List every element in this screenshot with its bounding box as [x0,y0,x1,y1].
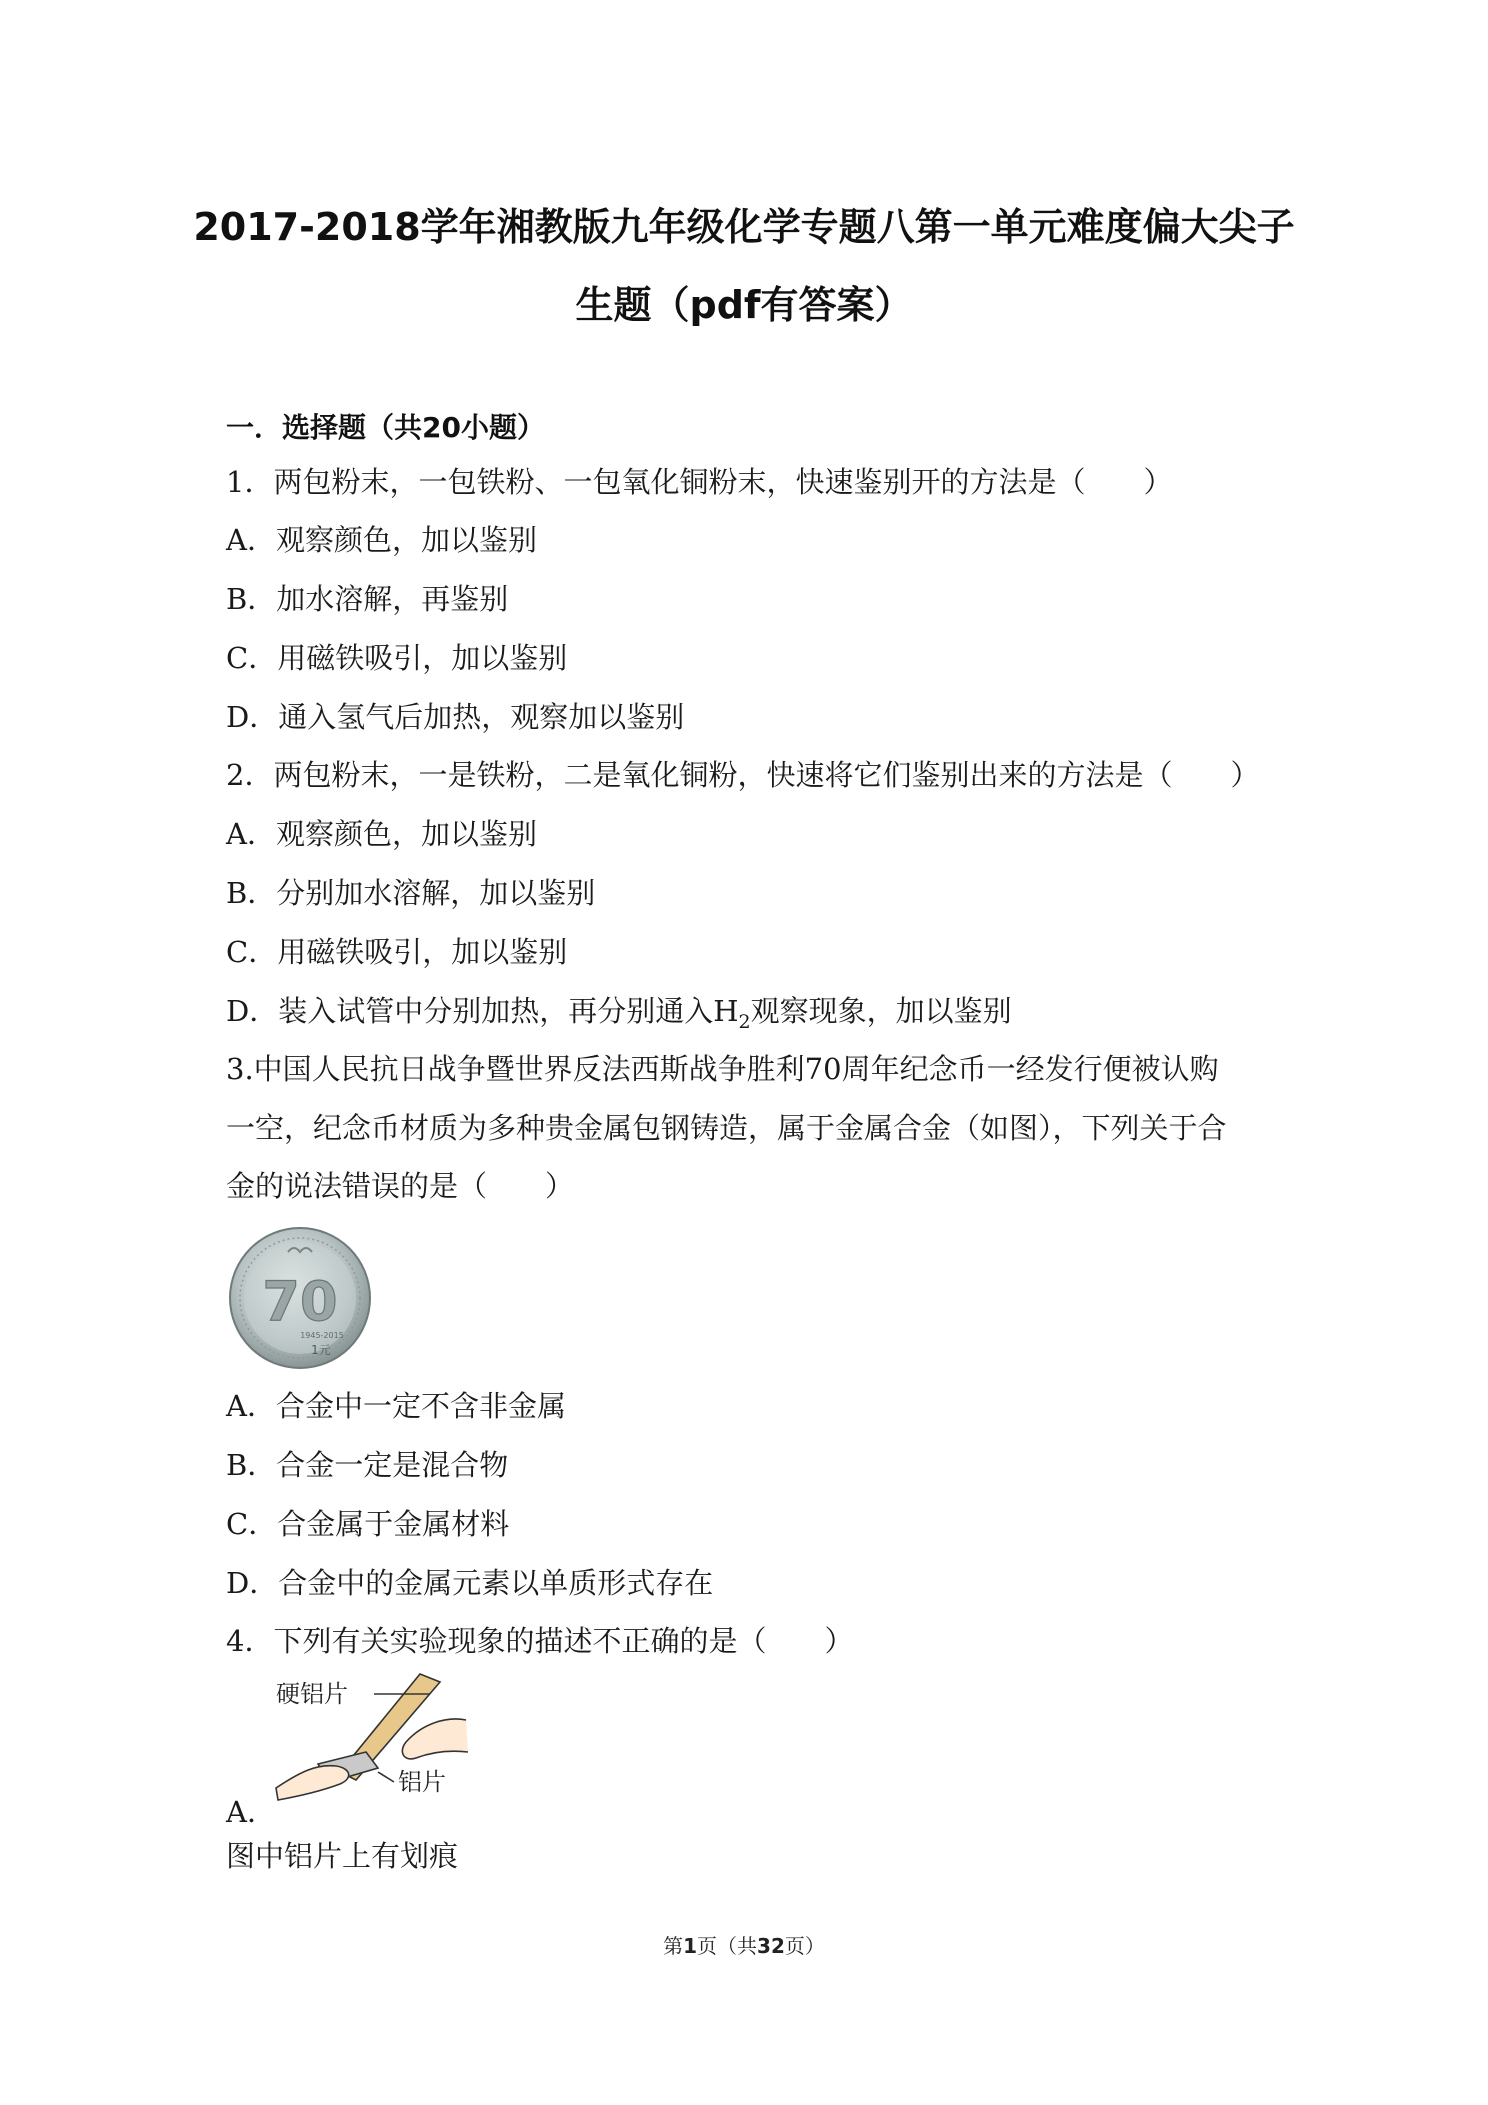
question-1-option-a: A．观察颜色，加以鉴别 [226,523,537,557]
question-4-option-a-label: A． [226,1795,276,1829]
question-3-option-d: D．合金中的金属元素以单质形式存在 [226,1566,714,1600]
question-3-stem-line-3: 金的说法错误的是（ ） [226,1169,575,1203]
question-3-option-c: C．合金属于金属材料 [226,1507,510,1541]
aluminum-label: 铝片 [398,1768,446,1796]
question-1-option-b: B．加水溶解，再鉴别 [226,582,509,616]
question-2-stem: 2．两包粉末，一是铁粉，二是氧化铜粉，快速将它们鉴别出来的方法是（ ） [226,758,1260,792]
question-3-stem-line-1: 3.中国人民抗日战争暨世界反法西斯战争胜利70周年纪念币一经发行便被认购 [226,1052,1219,1086]
coin-number: 70 [262,1270,338,1333]
question-4-option-a-text: 图中铝片上有划痕 [226,1839,459,1873]
page-footer: 第1页（共32页） [663,1934,825,1958]
question-1-stem: 1．两包粉末，一包铁粉、一包氧化铜粉末，快速鉴别开的方法是（ ） [226,465,1173,499]
document-title-line-1: 2017-2018学年湘教版九年级化学专题八第一单元难度偏大尖子 [193,205,1295,249]
coin-denomination: 1元 [311,1343,331,1357]
question-1-option-d: D．通入氢气后加热，观察加以鉴别 [226,700,685,734]
question-2-option-b: B．分别加水溶解，加以鉴别 [226,876,596,910]
question-2-option-c: C．用磁铁吸引，加以鉴别 [226,935,568,969]
question-3-option-b: B．合金一定是混合物 [226,1448,509,1482]
question-4-stem: 4．下列有关实验现象的描述不正确的是（ ） [226,1624,854,1658]
hard-aluminum-label: 硬铝片 [276,1680,348,1708]
question-2-option-d: D．装入试管中分别加热，再分别通入$H_2$观察现象，加以鉴别 [226,994,1012,1033]
document-title-line-2: 生题（pdf有答案） [575,283,913,327]
question-3-stem-line-2: 一空，纪念币材质为多种贵金属包钢铸造，属于金属合金（如图），下列关于合 [226,1111,1227,1145]
question-2-option-a: A．观察颜色，加以鉴别 [226,817,537,851]
question-1-option-c: C．用磁铁吸引，加以鉴别 [226,641,568,675]
question-3-option-a: A．合金中一定不含非金属 [226,1389,566,1423]
section-heading: 一．选择题（共20小题） [226,411,545,444]
commemorative-coin-image [226,1226,374,1370]
coin-years: 1945-2015 [300,1331,344,1340]
aluminum-scratch-illustration [270,1668,470,1806]
